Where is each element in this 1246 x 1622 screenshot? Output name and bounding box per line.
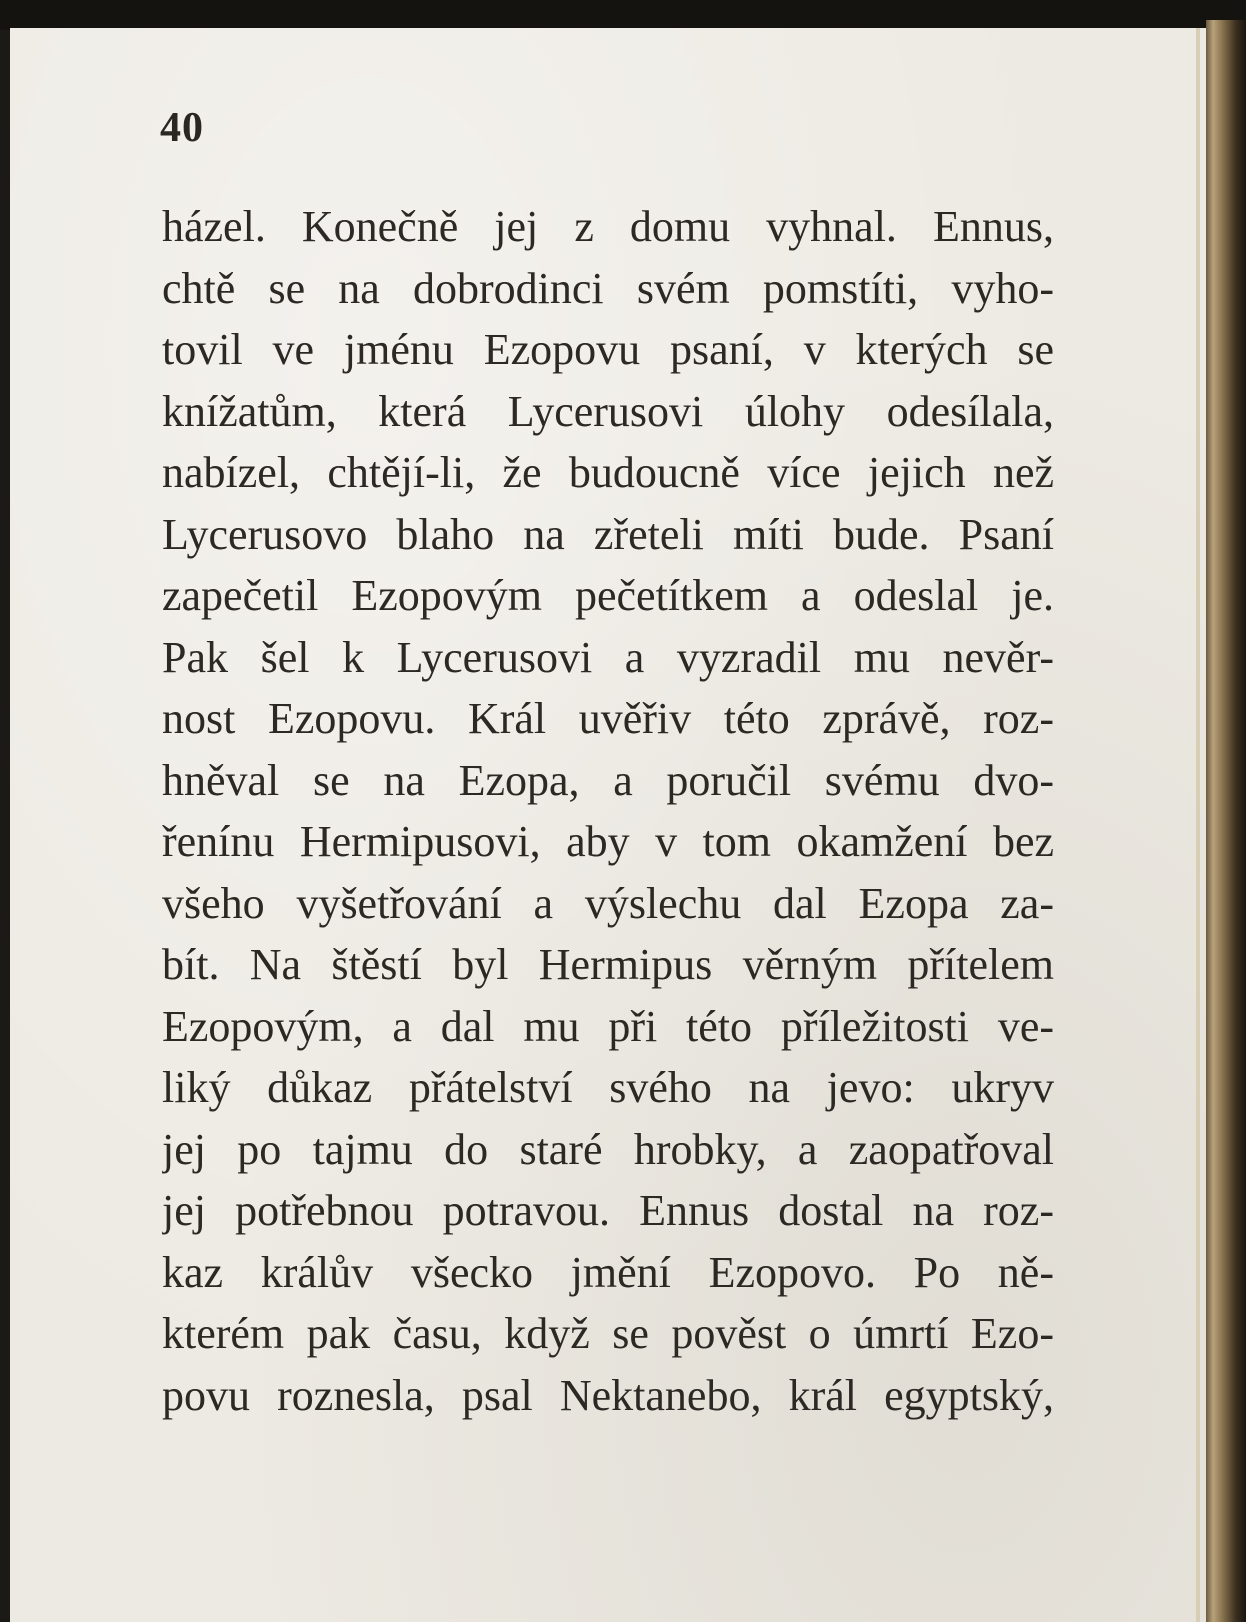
text-line: chtě se na dobrodinci svém pomstíti, vyho- <box>162 263 1054 313</box>
text-line: Ezopovým, a dal mu při této příležitosti ve- <box>162 1001 1054 1051</box>
text-line: házel. Konečně jej z domu vyhnal. Ennus, <box>162 202 1054 251</box>
page-margin-line <box>1196 28 1200 1622</box>
text-line: řenínu Hermipusovi, aby v tom okamžení bez <box>162 817 1054 866</box>
text-line: liký důkaz přátelství svého na jevo: ukryv <box>162 1063 1054 1112</box>
page-number: 40 <box>160 105 204 151</box>
text-line: Lycerusovo blaho na zřeteli míti bude. Psaní <box>162 509 1054 559</box>
text-line: kaz králův všecko jmění Ezopovo. Po ně- <box>162 1247 1054 1297</box>
text-line: tovil ve jménu Ezopovu psaní, v kterých se <box>162 325 1054 374</box>
text-line: nabízel, chtějí-li, že budoucně více jejich než <box>162 448 1054 497</box>
text-line: jej po tajmu do staré hrobky, a zaopatřoval <box>162 1124 1054 1174</box>
text-line: hněval se na Ezopa, a poručil svému dvo- <box>162 755 1054 805</box>
text-line: Pak šel k Lycerusovi a vyzradil mu nevěr- <box>162 632 1054 682</box>
book-page-edge <box>1206 20 1246 1622</box>
text-line: všeho vyšetřování a výslechu dal Ezopa za- <box>162 878 1054 928</box>
text-line: povu roznesla, psal Nektanebo, král egyptský, <box>162 1370 1054 1420</box>
text-line: knížatům, která Lycerusovi úlohy odesílala, <box>162 386 1054 436</box>
scan-border-top <box>0 0 1246 30</box>
text-line: zapečetil Ezopovým pečetítkem a odeslal je. <box>162 571 1054 620</box>
text-line: kterém pak času, když se pověst o úmrtí Ezo- <box>162 1309 1054 1358</box>
text-line: jej potřebnou potravou. Ennus dostal na roz- <box>162 1186 1054 1235</box>
body-text <box>162 196 1054 1426</box>
text-line: bít. Na štěstí byl Hermipus věrným přítelem <box>162 940 1054 989</box>
text-line: nost Ezopovu. Král uvěřiv této zprávě, roz- <box>162 694 1054 743</box>
